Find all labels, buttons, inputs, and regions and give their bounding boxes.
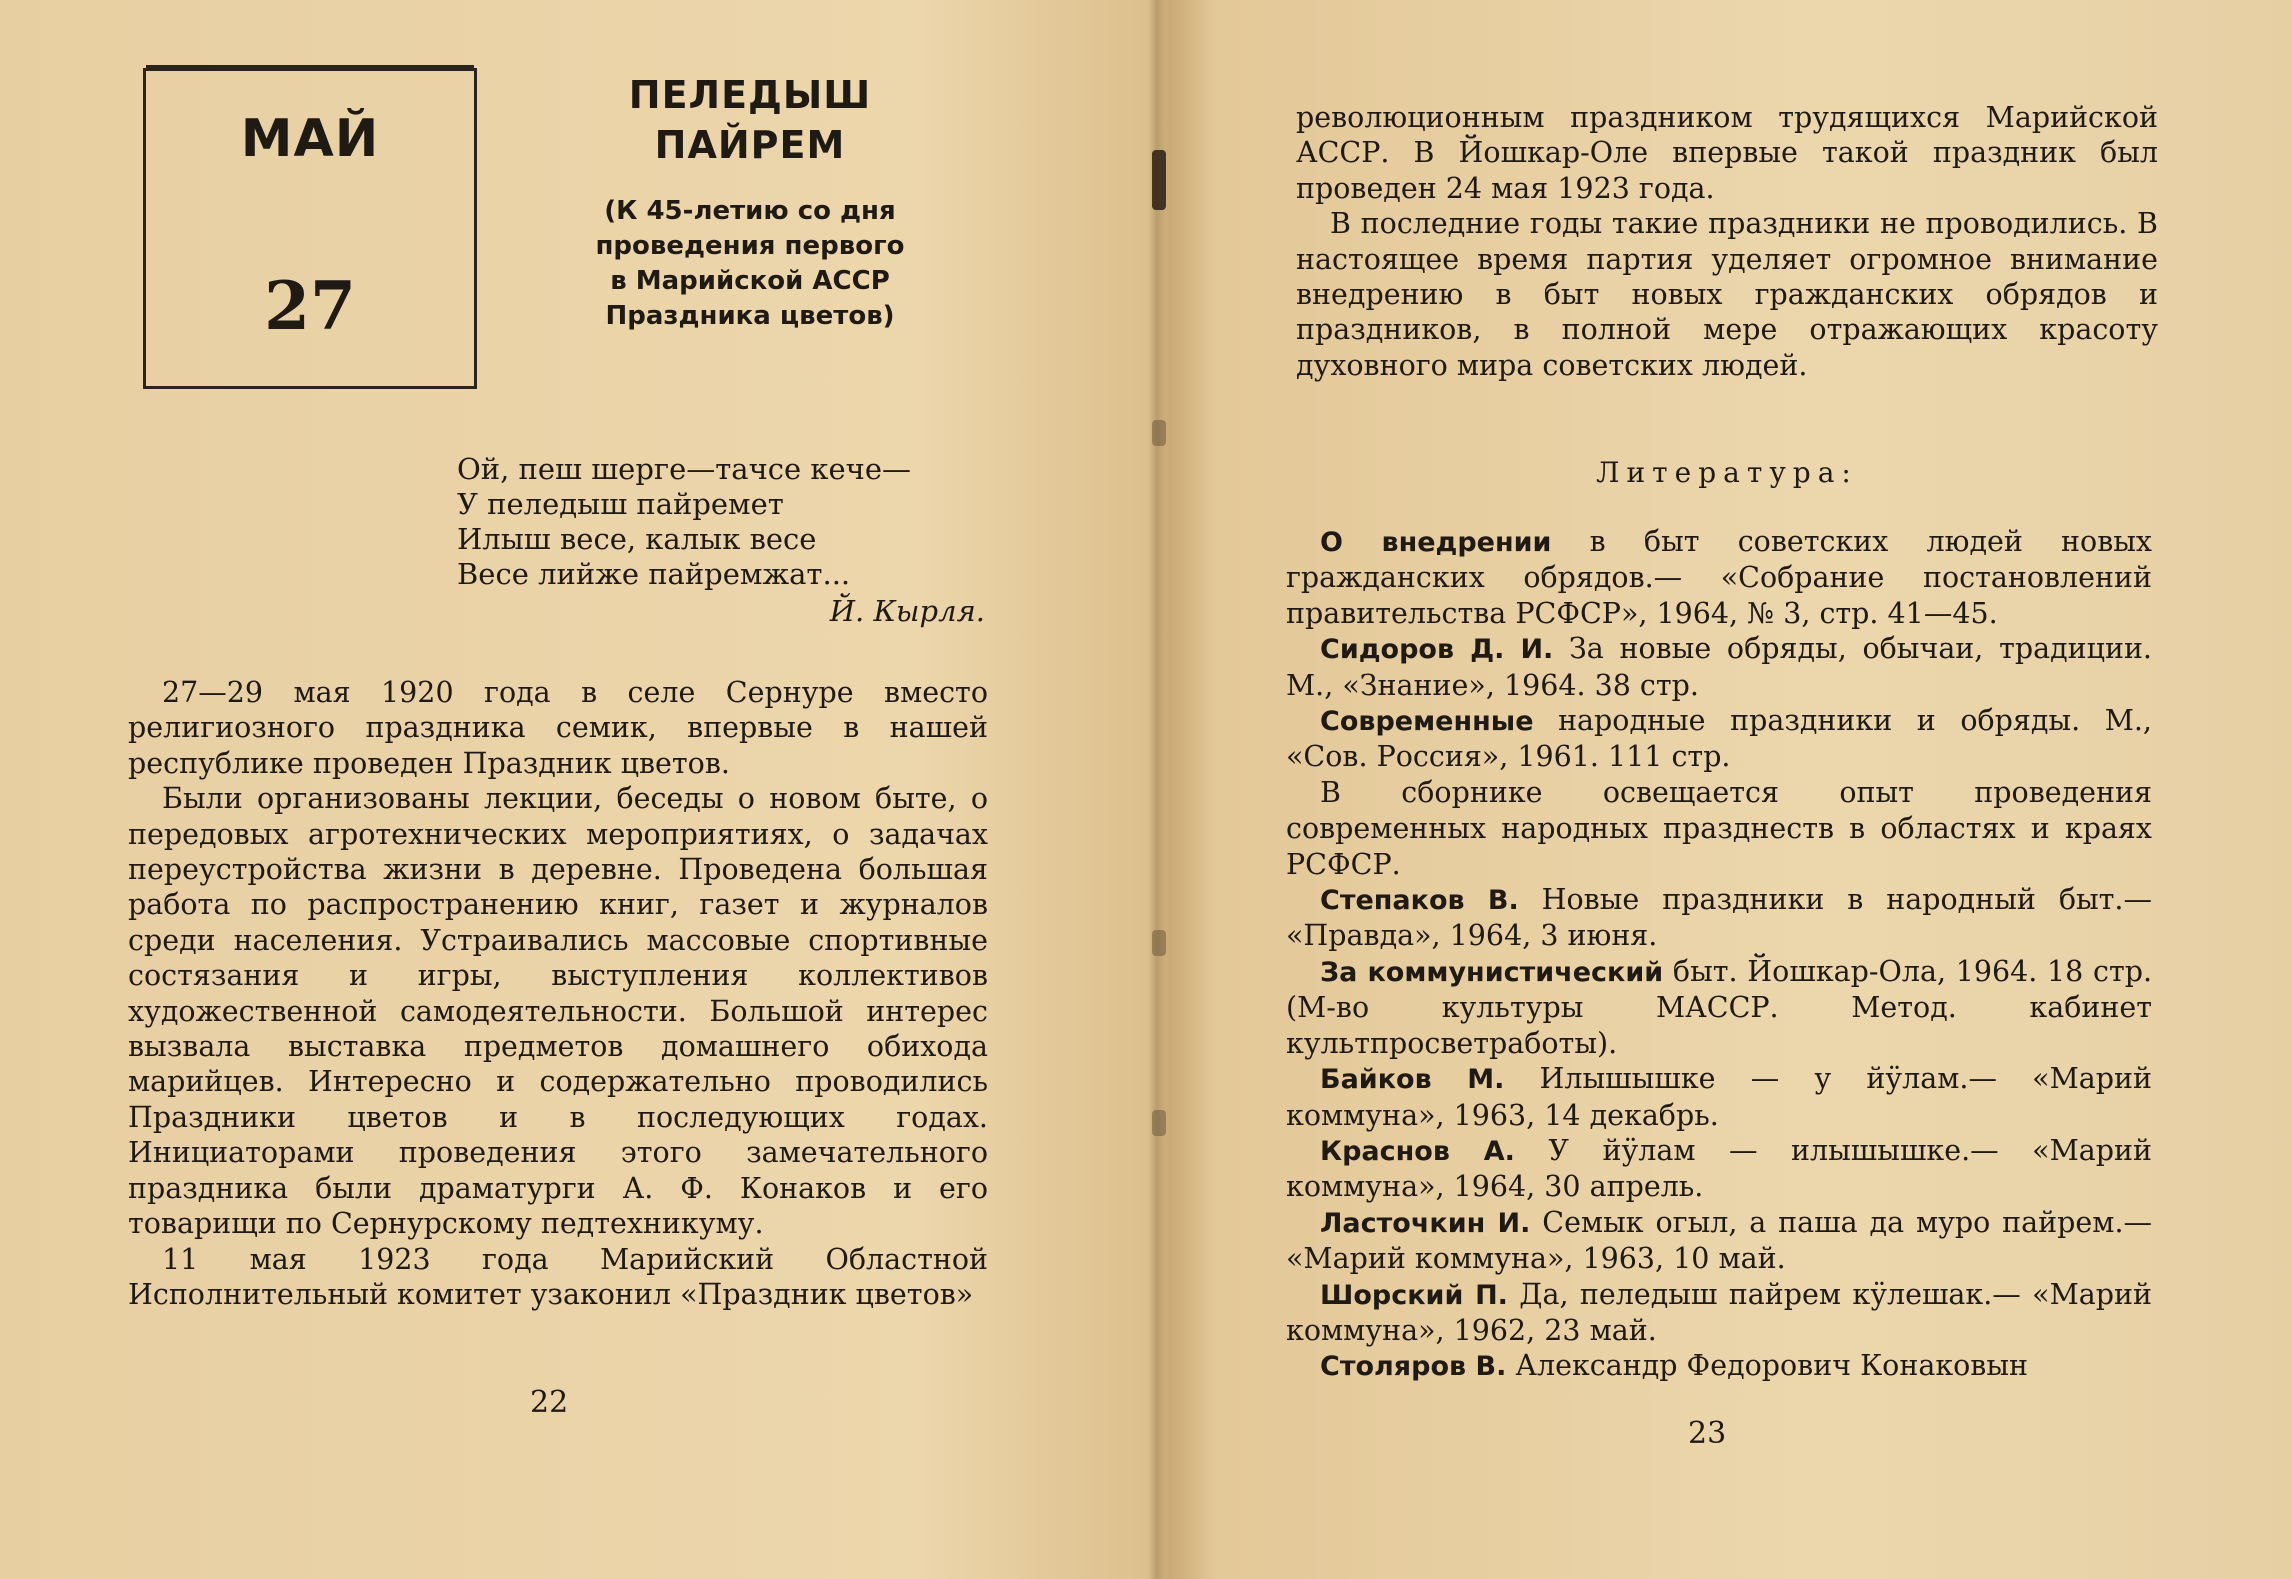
poem-author: Й. Кырля.	[829, 594, 985, 628]
entry-lead: Краснов А.	[1320, 1135, 1515, 1167]
entry-lead: О внедрении	[1320, 527, 1552, 558]
epigraph-poem	[457, 452, 997, 629]
entry-lead: Современные	[1320, 706, 1534, 738]
title-line: ПАЙРЕМ	[654, 123, 846, 167]
entry-text: У йӱлам — илышышке.— «Марий коммуна», 1964, 30 апрель.	[1286, 1133, 2153, 1204]
entry-text: в быт советских людей новых гражданских обрядов.— «Собрание постановлений правительства РСФСР», 1964, № 3, стр. 41—45.	[1286, 525, 2153, 630]
entry-lead: Степаков В.	[1320, 885, 1519, 917]
binding-clip	[1152, 150, 1166, 210]
literature-entry	[1286, 1348, 2152, 1384]
literature-entry	[1286, 524, 2152, 631]
date-box	[143, 68, 477, 389]
article-body	[128, 675, 988, 1312]
literature-entry	[1286, 954, 2152, 1061]
paragraph: В последние годы такие праздники не проводились. В настоящее время партия уделяет огромное внимание внедрению в быт новых гражданских обрядов и праздников, в полной мере отражающих красоту духовного мира советских людей.	[1296, 207, 2158, 382]
subtitle-line: (К 45-летию со дня	[604, 196, 896, 226]
subtitle-line: в Марийской АССР	[610, 266, 890, 296]
date-month: МАЙ	[240, 109, 380, 169]
binding-stitch	[1152, 420, 1166, 446]
literature-entry	[1286, 1061, 2152, 1133]
entry-text: Да, пеледыш пайрем кӱлешак.— «Марий коммуна», 1962, 23 май.	[1286, 1277, 2152, 1347]
article-title	[560, 70, 940, 170]
entry-lead: Столяров В.	[1320, 1351, 1507, 1383]
paragraph: 27—29 мая 1920 года в селе Сернуре вместо религиозного праздника семик, впервые в нашей республике проведен Праздник цветов.	[128, 676, 988, 780]
literature-entry	[1286, 1133, 2152, 1205]
paragraph: 11 мая 1923 года Марийский Областной Исполнительный комитет узаконил «Праздник цветов»	[128, 1242, 988, 1311]
entry-text: Семык огыл, а паша да муро пайрем.— «Марий коммуна», 1963, 10 май.	[1286, 1205, 2152, 1276]
page-right	[1166, 0, 2292, 1579]
paragraph: революционным праздником трудящихся Марийской АССР. В Йошкар-Оле впервые такой праздник был проведен 24 мая 1923 года.	[1296, 101, 2158, 205]
entry-text: быт. Йошкар-Ола, 1964. 18 стр. (М-во культуры МАССР. Метод. кабинет культпросветработы).	[1286, 954, 2153, 1060]
title-line: ПЕЛЕДЫШ	[628, 73, 872, 117]
entry-text: Илышышке — у йӱлам.— «Марий коммуна», 1963, 14 декабрь.	[1286, 1062, 2153, 1132]
subtitle-line: Праздника цветов)	[605, 301, 895, 331]
binding-stitch	[1152, 1110, 1166, 1136]
poem-line: У пеледыш пайремет	[457, 487, 784, 521]
entry-text: За новые обряды, обычаи, традиции. М., «Знание», 1964. 38 стр.	[1286, 632, 2152, 702]
entry-lead: Байков М.	[1320, 1064, 1505, 1096]
literature-entry	[1286, 703, 2152, 775]
entry-text: Новые праздники в народный быт.— «Правда», 1964, 3 июня.	[1286, 883, 2152, 953]
literature-list	[1286, 524, 2152, 1385]
literature-entry	[1286, 882, 2152, 954]
poem-line: Весе лийже пайремжат...	[457, 557, 851, 591]
entry-text: народные праздники и обряды. М., «Сов. Россия», 1961. 111 стр.	[1286, 704, 2152, 774]
poem-line: Ой, пеш шерге—тачсе кече—	[457, 452, 912, 486]
entry-lead: За коммунистический	[1320, 956, 1664, 988]
entry-text: Александр Федорович Конаковын	[1506, 1349, 2029, 1383]
page-left	[0, 0, 1140, 1579]
literature-entry	[1286, 775, 2152, 882]
page-number: 23	[1688, 1416, 1727, 1451]
binding-stitch	[1152, 930, 1166, 956]
paragraph: Были организованы лекции, беседы о новом быте, о передовых агротехнических мероприятиях, о задачах переустройства жизни в деревне. Проведена большая работа по распространению книг, газет и журналов среди населения. Устраивались массовые спортивные состязания и игры, выступления коллективов художественной самодеятельности. Большой интерес вызвала выставка предметов домашнего обихода марийцев. Интересно и содержательно проводились Праздники цветов и в последующих годах. Инициаторами проведения этого замечательного праздника были драматурги А. Ф. Конаков и его товарищи по Сернурскому педтехникуму.	[128, 782, 988, 1241]
literature-heading: Литература:	[1596, 456, 1858, 489]
article-subtitle	[545, 194, 955, 334]
literature-entry	[1286, 631, 2152, 703]
page-number: 22	[530, 1385, 569, 1420]
article-body-continued	[1296, 100, 2158, 383]
book-gutter	[1148, 0, 1166, 1579]
entry-lead: Ласточкин И.	[1320, 1207, 1531, 1239]
entry-lead: Сидоров Д. И.	[1320, 634, 1554, 666]
poem-line: Илыш весе, калык весе	[457, 522, 817, 556]
date-day: 27	[264, 267, 356, 345]
entry-lead: Шорский П.	[1320, 1279, 1508, 1311]
subtitle-line: проведения первого	[595, 231, 905, 261]
literature-entry	[1286, 1277, 2152, 1349]
entry-text: В сборнике освещается опыт проведения современных народных празднеств в областях и краях РСФСР.	[1286, 775, 2152, 881]
literature-entry	[1286, 1205, 2152, 1277]
